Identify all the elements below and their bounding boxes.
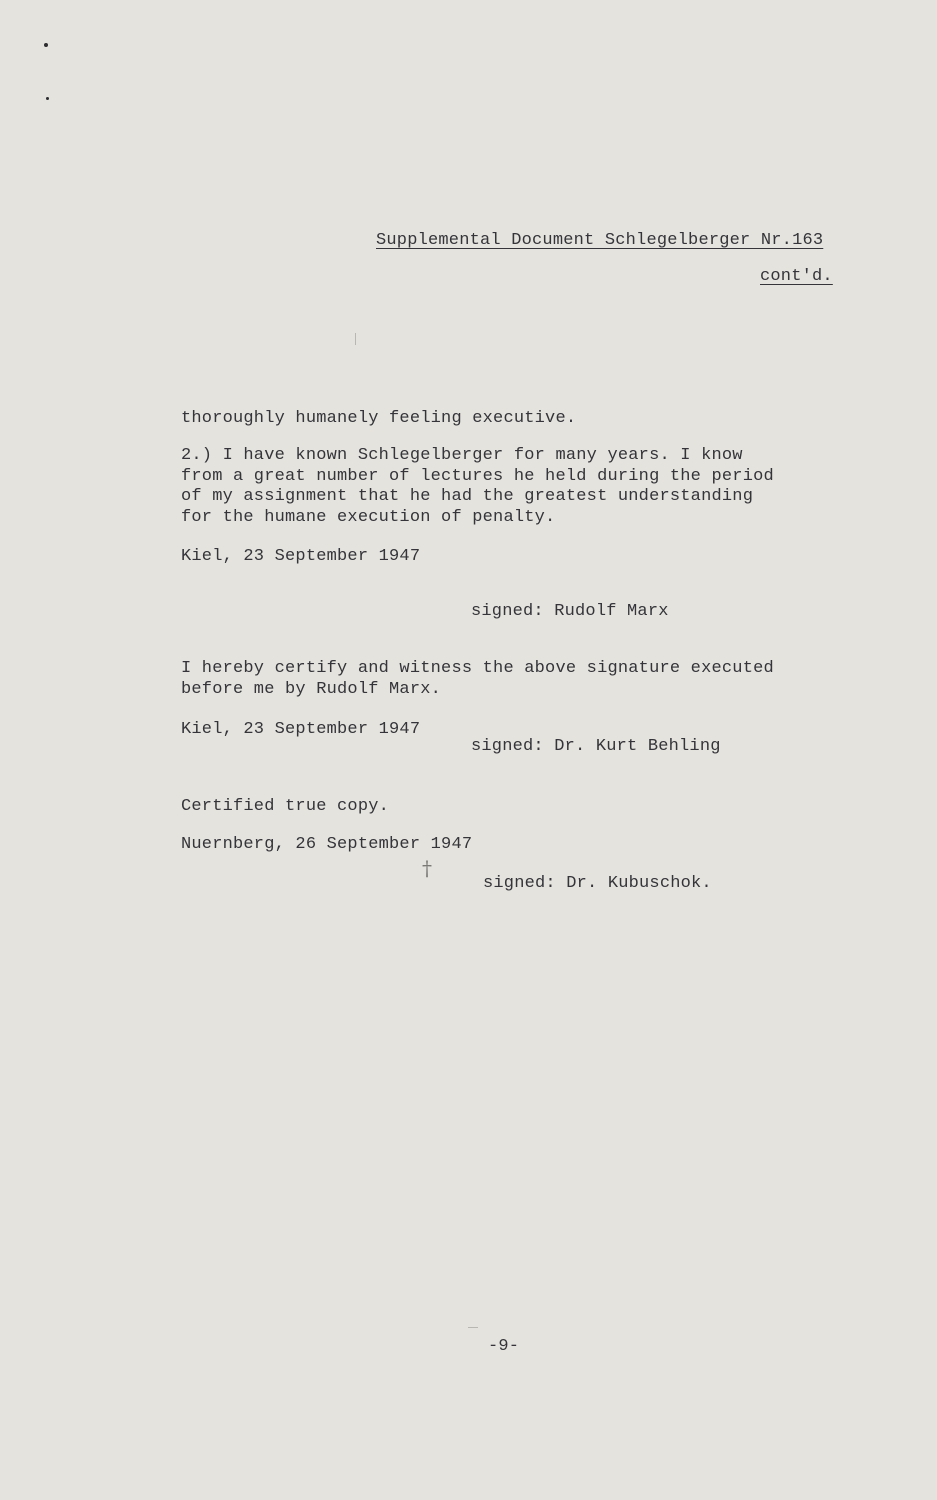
pencil-check-mark: † <box>422 856 432 880</box>
paragraph-2-line-1: 2.) I have known Schlegelberger for many years. I know <box>181 446 743 465</box>
place-date-2: Kiel, 23 September 1947 <box>181 720 421 739</box>
certified-copy-text: Certified true copy. <box>181 797 390 816</box>
place-date-3: Nuernberg, 26 September 1947 <box>181 835 473 854</box>
ink-speck <box>46 97 49 100</box>
continued-label: cont'd. <box>760 267 833 286</box>
certification-line-1: I hereby certify and witness the above signature executed <box>181 659 774 678</box>
signature-rudolf-marx: signed: Rudolf Marx <box>471 602 669 621</box>
paper-mark <box>468 1327 478 1328</box>
paragraph-2-line-4: for the humane execution of penalty. <box>181 508 556 527</box>
certification-line-2: before me by Rudolf Marx. <box>181 680 442 699</box>
paragraph-2-line-2: from a great number of lectures he held during the period <box>181 467 774 486</box>
ink-speck <box>44 43 48 47</box>
signature-kubuschok: signed: Dr. Kubuschok. <box>483 874 712 893</box>
page-number: -9- <box>488 1337 520 1356</box>
paragraph-2-line-3: of my assignment that he had the greatest understanding <box>181 487 754 506</box>
document-reference: Supplemental Document Schlegelberger Nr.163 <box>376 231 824 250</box>
body-line-1: thoroughly humanely feeling executive. <box>181 409 577 428</box>
paper-mark <box>355 333 356 345</box>
signature-kurt-behling: signed: Dr. Kurt Behling <box>471 737 721 756</box>
place-date-1: Kiel, 23 September 1947 <box>181 547 421 566</box>
